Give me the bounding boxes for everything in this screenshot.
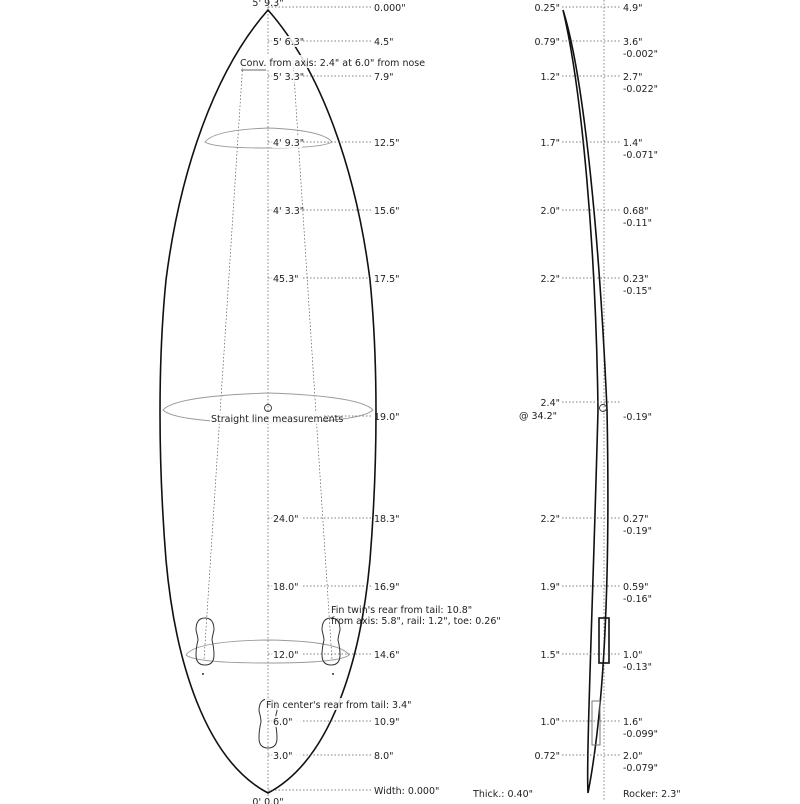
max-thickness-position-label: @ 34.2" xyxy=(518,411,557,422)
concave-line-left xyxy=(204,60,243,660)
fin-marker-left xyxy=(202,673,204,675)
rocker-bottom-label: -0.022" xyxy=(623,84,658,95)
rocker-bottom-label: -0.002" xyxy=(623,49,658,60)
rocker-top-label: 3.6" xyxy=(623,37,643,48)
concave-line-right xyxy=(293,60,332,660)
conv-label: Conv. from axis: 2.4" at 6.0" from nose xyxy=(240,58,426,69)
thickness-label: 0.25" xyxy=(534,3,560,14)
width-label: 12.5" xyxy=(374,138,400,149)
rocker-top-label: 0.68" xyxy=(623,206,649,217)
length-label: 12.0" xyxy=(273,650,299,661)
rocker-bottom-label: -0.16" xyxy=(623,594,652,605)
profile-outline xyxy=(563,10,608,793)
rocker-tail-label: Rocker: 2.3" xyxy=(623,789,681,800)
max-thickness-marker-icon xyxy=(600,405,607,412)
rocker-bottom-label: -0.071" xyxy=(623,150,658,161)
thickness-label: 2.4" xyxy=(540,398,560,409)
length-label: 4' 3.3" xyxy=(273,206,305,217)
thickness-label: 1.9" xyxy=(540,582,560,593)
length-label: 24.0" xyxy=(273,514,299,525)
thickness-label: 0.72" xyxy=(534,751,560,762)
width-label: 14.6" xyxy=(374,650,400,661)
fin-twin-label-2: from axis: 5.8", rail: 1.2", toe: 0.26" xyxy=(331,616,501,627)
rocker-top-label: 2.7" xyxy=(623,72,643,83)
length-label: 45.3" xyxy=(273,274,299,285)
deck-section-upper xyxy=(205,128,332,148)
length-label: 5' 3.3" xyxy=(273,72,305,83)
thickness-label: 1.7" xyxy=(540,138,560,149)
deck-section-lower xyxy=(186,640,349,663)
length-label: 6.0" xyxy=(273,717,293,728)
planform-view xyxy=(160,0,501,804)
rocker-bottom-label: -0.079" xyxy=(623,763,658,774)
rocker-bottom-label: -0.19" xyxy=(623,526,652,537)
rocker-top-label: 0.59" xyxy=(623,582,649,593)
length-label: 5' 6.3" xyxy=(273,37,305,48)
width-label: 0.000" xyxy=(374,3,406,14)
width-label: 18.3" xyxy=(374,514,400,525)
rocker-top-label: 4.9" xyxy=(623,3,643,14)
thickness-labels xyxy=(534,3,560,762)
thick-tail-label: Thick.: 0.40" xyxy=(473,789,533,800)
rocker-labels xyxy=(623,3,658,774)
rocker-top-label: 1.4" xyxy=(623,138,643,149)
fin-twin-label-1: Fin twin's rear from tail: 10.8" xyxy=(331,605,473,616)
width-label: 7.9" xyxy=(374,72,394,83)
rocker-top-label: 0.27" xyxy=(623,514,649,525)
thickness-label: 2.2" xyxy=(540,514,560,525)
thickness-label: 0.79" xyxy=(534,37,560,48)
width-label: 15.6" xyxy=(374,206,400,217)
width-label: 17.5" xyxy=(374,274,400,285)
rocker-bottom-label: -0.15" xyxy=(623,286,652,297)
width-labels xyxy=(374,3,439,797)
fin-left-twin xyxy=(196,618,214,665)
nose-length-label: 5' 9.3" xyxy=(252,0,284,9)
fin-center-label: Fin center's rear from tail: 3.4" xyxy=(266,700,412,711)
rocker-top-label: 1.6" xyxy=(623,717,643,728)
length-label: 18.0" xyxy=(273,582,299,593)
width-label: 16.9" xyxy=(374,582,400,593)
length-label: 4' 9.3" xyxy=(273,138,305,149)
width-label: Width: 0.000" xyxy=(374,786,440,797)
thickness-label: 1.2" xyxy=(540,72,560,83)
length-label: 3.0" xyxy=(273,751,293,762)
rocker-top-label: 2.0" xyxy=(623,751,643,762)
width-label: 8.0" xyxy=(374,751,394,762)
rocker-bottom-label: -0.099" xyxy=(623,729,658,740)
width-dimension-ticks xyxy=(268,7,372,790)
rocker-bottom-label: -0.11" xyxy=(623,218,652,229)
rocker-top-label: 0.23" xyxy=(623,274,649,285)
rocker-top-label: 1.0" xyxy=(623,650,643,661)
profile-view xyxy=(472,0,681,800)
length-labels xyxy=(272,36,304,762)
thickness-label: 2.0" xyxy=(540,206,560,217)
rocker-bottom-label: -0.13" xyxy=(623,662,652,673)
fin-marker-right xyxy=(332,673,334,675)
width-label: 4.5" xyxy=(374,37,394,48)
width-label: 19.0" xyxy=(374,412,400,423)
straight-line-label: Straight line measurements xyxy=(211,414,344,425)
tail-label: 0' 0.0" xyxy=(252,797,284,804)
width-label: 10.9" xyxy=(374,717,400,728)
thickness-label: 1.5" xyxy=(540,650,560,661)
thickness-label: 1.0" xyxy=(540,717,560,728)
thickness-label: 2.2" xyxy=(540,274,560,285)
rocker-bottom-label: -0.19" xyxy=(623,412,652,423)
